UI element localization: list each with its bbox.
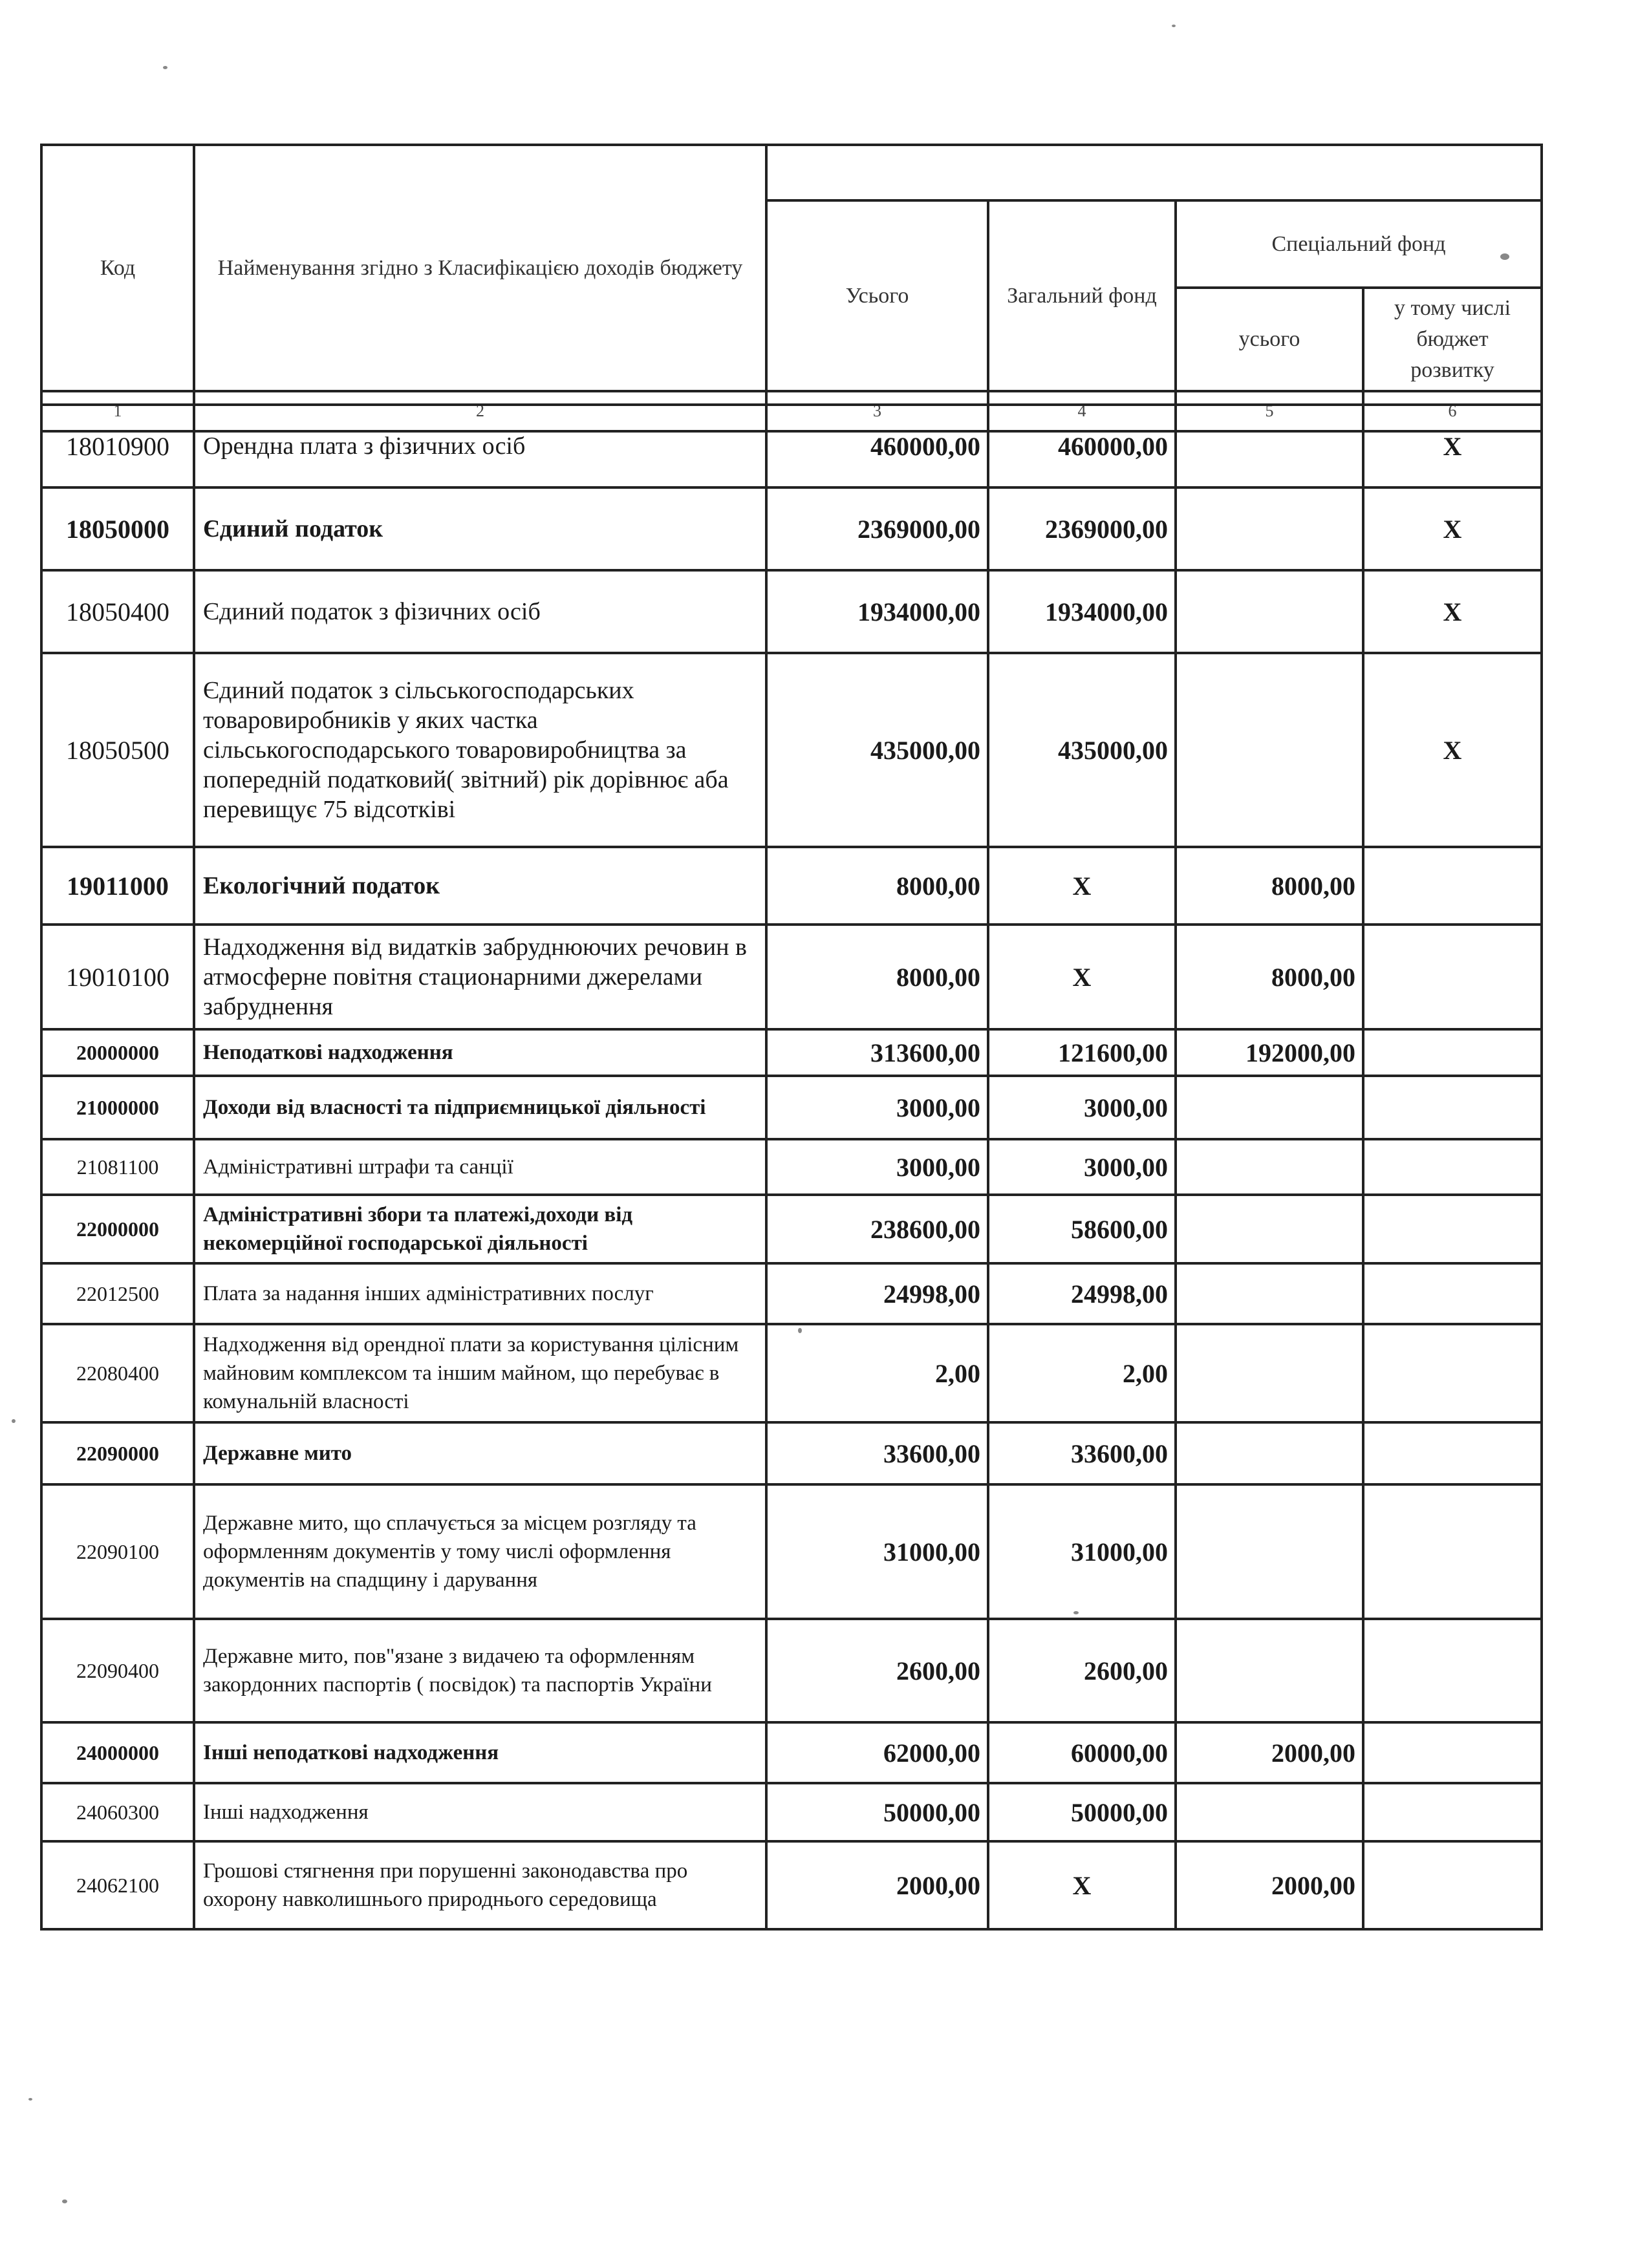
row-special-fund xyxy=(1176,405,1363,487)
row-name: Адміністративні збори та платежі,доходи від некомерційної господарської діяльності xyxy=(194,1195,766,1263)
col-number-6: 6 xyxy=(1363,391,1542,431)
scan-speck xyxy=(163,66,167,69)
row-name: Надходження від орендної плати за користування цілісним майновим комплексом та іншим майном, що перебуває в комунальній власності xyxy=(194,1324,766,1422)
row-general-fund: 435000,00 xyxy=(988,653,1176,847)
header-total: Усього xyxy=(766,200,988,391)
row-code: 18050000 xyxy=(41,487,194,570)
row-total: 8000,00 xyxy=(766,847,988,925)
row-name: Грошові стягнення при порушенні законодавства про охорону навколишнього природнього середовища xyxy=(194,1841,766,1929)
row-general-fund: X xyxy=(988,1841,1176,1929)
row-name: Державне мито, пов"язане з видачею та оформленням закордонних паспортів ( посвідок) та паспортів України xyxy=(194,1619,766,1722)
row-general-fund: 1934000,00 xyxy=(988,570,1176,653)
table-row xyxy=(41,1324,1542,1422)
row-total: 435000,00 xyxy=(766,653,988,847)
row-special-fund xyxy=(1176,1324,1363,1422)
row-name: Державне мито, що сплачується за місцем розгляду та оформленням документів у тому числі оформлення документів на спадщину і дарування xyxy=(194,1484,766,1619)
row-general-fund: 2600,00 xyxy=(988,1619,1176,1722)
row-code: 24060300 xyxy=(41,1783,194,1841)
row-special-fund xyxy=(1176,653,1363,847)
table-row xyxy=(41,847,1542,925)
row-code: 24062100 xyxy=(41,1841,194,1929)
row-special-fund xyxy=(1176,487,1363,570)
header-special-fund: Спеціальний фонд xyxy=(1176,200,1542,288)
row-name: Екологічний податок xyxy=(194,847,766,925)
row-code: 19010100 xyxy=(41,925,194,1029)
row-special-fund: 8000,00 xyxy=(1176,925,1363,1029)
row-code: 22080400 xyxy=(41,1324,194,1422)
row-development-budget xyxy=(1363,1076,1542,1139)
row-code: 22090400 xyxy=(41,1619,194,1722)
row-development-budget: X xyxy=(1363,487,1542,570)
row-special-fund: 2000,00 xyxy=(1176,1722,1363,1783)
header-special-dev: у тому числі бюджет розвитку xyxy=(1363,288,1542,391)
row-code: 22090000 xyxy=(41,1422,194,1484)
row-development-budget xyxy=(1363,925,1542,1029)
row-development-budget xyxy=(1363,1783,1542,1841)
row-general-fund: 33600,00 xyxy=(988,1422,1176,1484)
row-special-fund xyxy=(1176,1195,1363,1263)
row-code: 24000000 xyxy=(41,1722,194,1783)
scan-speck xyxy=(1500,253,1509,260)
scan-speck xyxy=(12,1419,16,1423)
row-name: Адміністративні штрафи та санції xyxy=(194,1139,766,1195)
row-development-budget xyxy=(1363,1841,1542,1929)
row-code: 21081100 xyxy=(41,1139,194,1195)
row-special-fund: 2000,00 xyxy=(1176,1841,1363,1929)
row-total: 313600,00 xyxy=(766,1029,988,1076)
row-name: Неподаткові надходження xyxy=(194,1029,766,1076)
budget-body-table xyxy=(40,403,1543,1931)
row-special-fund: 192000,00 xyxy=(1176,1029,1363,1076)
row-development-budget: X xyxy=(1363,653,1542,847)
table-row xyxy=(41,1484,1542,1619)
table-row xyxy=(41,570,1542,653)
row-development-budget xyxy=(1363,1263,1542,1324)
row-name: Єдиний податок з фізичних осіб xyxy=(194,570,766,653)
col-number-4: 4 xyxy=(988,391,1176,431)
row-general-fund: 460000,00 xyxy=(988,405,1176,487)
header-general-fund: Загальний фонд xyxy=(988,200,1176,391)
row-total: 31000,00 xyxy=(766,1484,988,1619)
col-number-5: 5 xyxy=(1176,391,1363,431)
row-development-budget xyxy=(1363,1324,1542,1422)
row-total: 62000,00 xyxy=(766,1722,988,1783)
row-total: 3000,00 xyxy=(766,1076,988,1139)
table-row xyxy=(41,1619,1542,1722)
row-total: 33600,00 xyxy=(766,1422,988,1484)
scan-speck xyxy=(1073,1611,1079,1614)
row-name: Надходження від видатків забруднюючих речовин в атмосферне повітня стационарними джерелами забруднення xyxy=(194,925,766,1029)
row-development-budget xyxy=(1363,1619,1542,1722)
row-name: Єдиний податок xyxy=(194,487,766,570)
row-code: 22012500 xyxy=(41,1263,194,1324)
table-row xyxy=(41,1029,1542,1076)
table-row xyxy=(41,487,1542,570)
row-total: 3000,00 xyxy=(766,1139,988,1195)
table-row xyxy=(41,1783,1542,1841)
header-name: Найменування згідно з Класифікацією доходів бюджету xyxy=(194,145,766,391)
row-general-fund: 24998,00 xyxy=(988,1263,1176,1324)
row-name: Державне мито xyxy=(194,1422,766,1484)
row-total: 24998,00 xyxy=(766,1263,988,1324)
col-number-2: 2 xyxy=(194,391,766,431)
row-general-fund: 58600,00 xyxy=(988,1195,1176,1263)
header-special-total: усього xyxy=(1176,288,1363,391)
row-development-budget: X xyxy=(1363,405,1542,487)
row-total: 238600,00 xyxy=(766,1195,988,1263)
table-row xyxy=(41,405,1542,487)
row-total: 2,00 xyxy=(766,1324,988,1422)
row-special-fund: 8000,00 xyxy=(1176,847,1363,925)
row-name: Інші неподаткові надходження xyxy=(194,1722,766,1783)
table-row xyxy=(41,1139,1542,1195)
scan-speck xyxy=(62,2199,67,2203)
table-row xyxy=(41,1195,1542,1263)
row-total: 8000,00 xyxy=(766,925,988,1029)
row-development-budget xyxy=(1363,1029,1542,1076)
row-development-budget xyxy=(1363,1139,1542,1195)
table-row xyxy=(41,1841,1542,1929)
table-row xyxy=(41,1263,1542,1324)
row-development-budget xyxy=(1363,1195,1542,1263)
row-total: 460000,00 xyxy=(766,405,988,487)
row-general-fund: 121600,00 xyxy=(988,1029,1176,1076)
row-name: Орендна плата з фізичних осіб xyxy=(194,405,766,487)
row-code: 18010900 xyxy=(41,405,194,487)
header-code: Код xyxy=(41,145,194,391)
scan-speck xyxy=(1172,25,1176,27)
row-total: 2369000,00 xyxy=(766,487,988,570)
row-total: 2600,00 xyxy=(766,1619,988,1722)
row-name: Інші надходження xyxy=(194,1783,766,1841)
row-code: 21000000 xyxy=(41,1076,194,1139)
row-special-fund xyxy=(1176,1422,1363,1484)
row-general-fund: X xyxy=(988,925,1176,1029)
row-special-fund xyxy=(1176,1484,1363,1619)
row-general-fund: 2369000,00 xyxy=(988,487,1176,570)
row-general-fund: 3000,00 xyxy=(988,1076,1176,1139)
budget-header-table xyxy=(40,144,1543,433)
row-code: 18050500 xyxy=(41,653,194,847)
row-development-budget xyxy=(1363,1422,1542,1484)
table-row xyxy=(41,925,1542,1029)
table-row xyxy=(41,1722,1542,1783)
col-number-3: 3 xyxy=(766,391,988,431)
row-code: 20000000 xyxy=(41,1029,194,1076)
row-general-fund: X xyxy=(988,847,1176,925)
row-general-fund: 31000,00 xyxy=(988,1484,1176,1619)
row-total: 1934000,00 xyxy=(766,570,988,653)
row-code: 19011000 xyxy=(41,847,194,925)
row-name: Єдиний податок з сільськогосподарських товаровиробників у яких частка сільськогосподарського товаровиробництва за попередній податковий( звітний) рік дорівнює аба перевищує 75 відсотківі xyxy=(194,653,766,847)
row-general-fund: 60000,00 xyxy=(988,1722,1176,1783)
row-total: 2000,00 xyxy=(766,1841,988,1929)
table-row xyxy=(41,653,1542,847)
row-code: 22000000 xyxy=(41,1195,194,1263)
row-special-fund xyxy=(1176,1263,1363,1324)
row-special-fund xyxy=(1176,1139,1363,1195)
table-row xyxy=(41,1076,1542,1139)
scan-speck xyxy=(798,1328,802,1333)
row-special-fund xyxy=(1176,570,1363,653)
row-special-fund xyxy=(1176,1076,1363,1139)
row-development-budget: X xyxy=(1363,570,1542,653)
scan-speck xyxy=(28,2098,32,2101)
table-row xyxy=(41,1422,1542,1484)
row-special-fund xyxy=(1176,1619,1363,1722)
row-total: 50000,00 xyxy=(766,1783,988,1841)
row-general-fund: 3000,00 xyxy=(988,1139,1176,1195)
row-special-fund xyxy=(1176,1783,1363,1841)
row-development-budget xyxy=(1363,1722,1542,1783)
row-name: Плата за надання інших адміністративних послуг xyxy=(194,1263,766,1324)
row-general-fund: 50000,00 xyxy=(988,1783,1176,1841)
row-development-budget xyxy=(1363,1484,1542,1619)
row-code: 18050400 xyxy=(41,570,194,653)
row-development-budget xyxy=(1363,847,1542,925)
col-number-1: 1 xyxy=(41,391,194,431)
header-top-empty xyxy=(766,145,1542,200)
row-name: Доходи від власності та підприємницької діяльності xyxy=(194,1076,766,1139)
row-general-fund: 2,00 xyxy=(988,1324,1176,1422)
row-code: 22090100 xyxy=(41,1484,194,1619)
